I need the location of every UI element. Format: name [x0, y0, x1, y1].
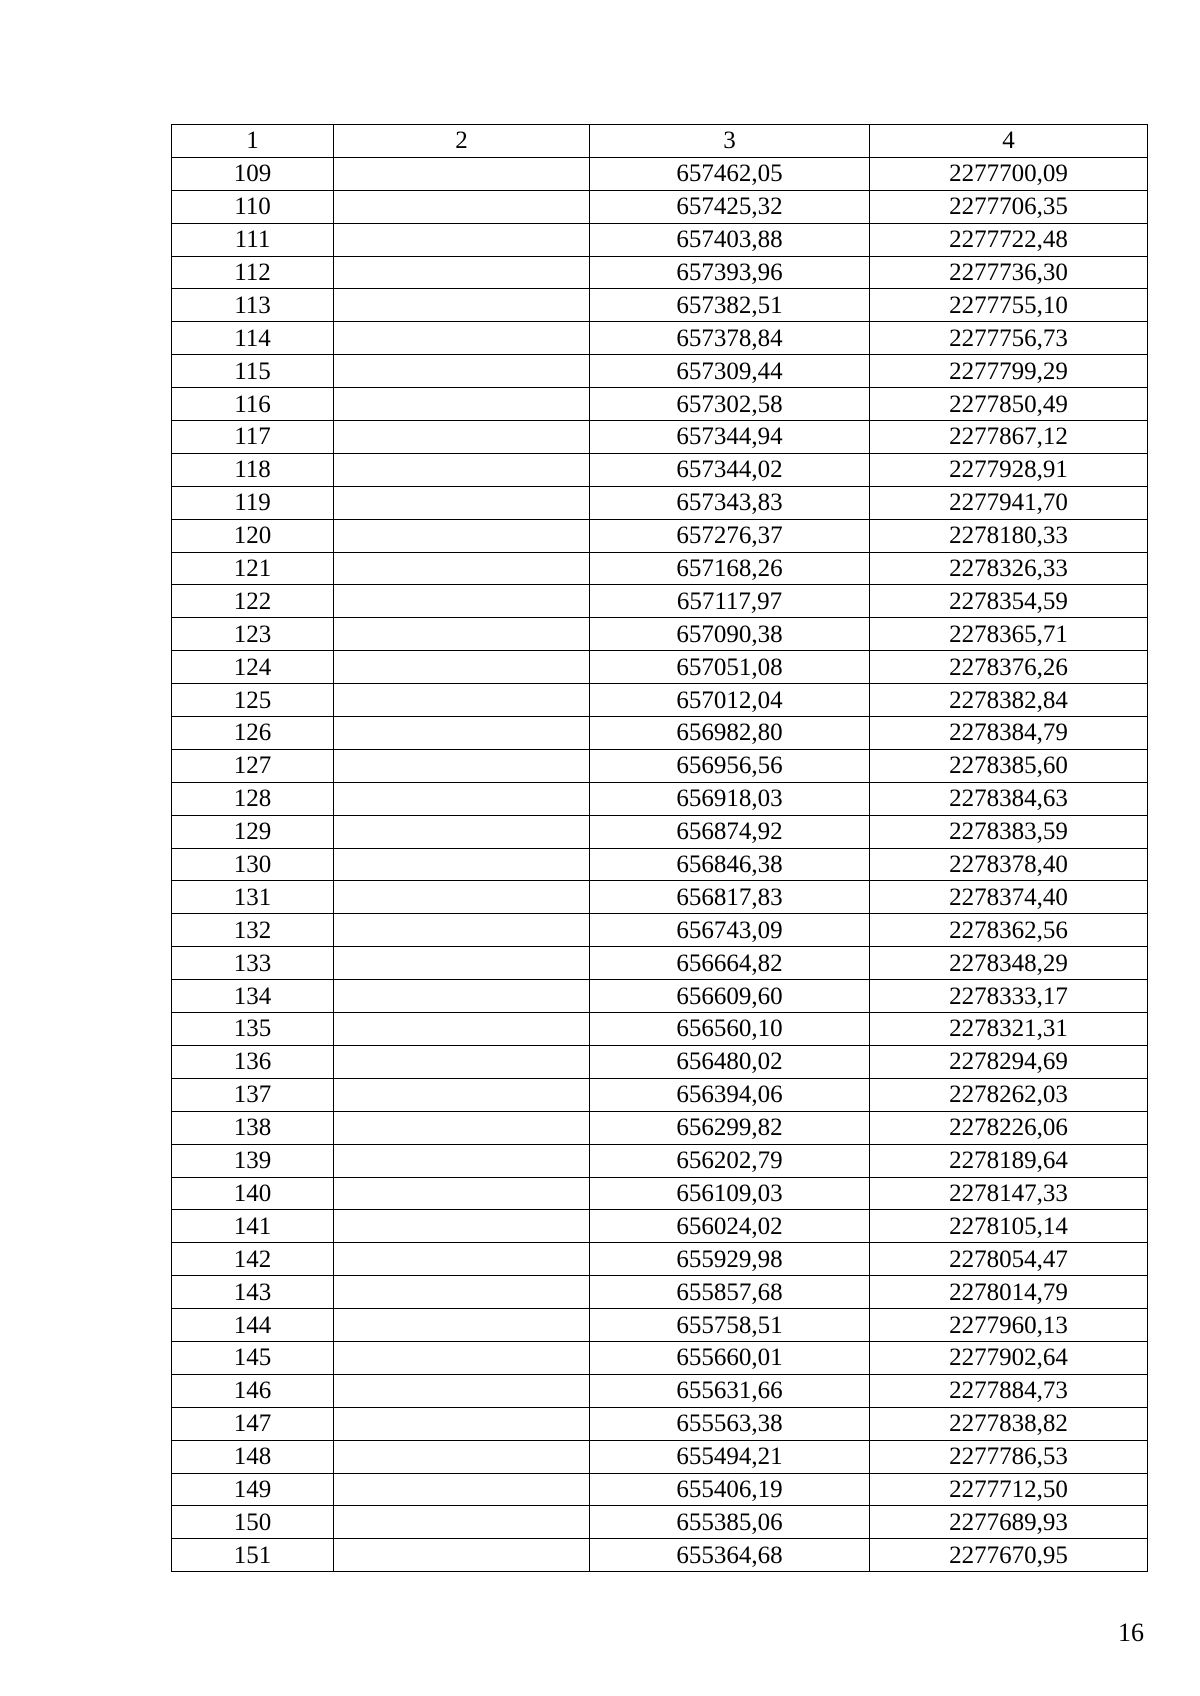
table-row: [172, 980, 1148, 1013]
point-number-cell: 121: [172, 552, 334, 585]
x-coordinate-cell: 657090,38: [590, 618, 870, 651]
table-row: [172, 1177, 1148, 1210]
table-row: [172, 552, 1148, 585]
table-row: [172, 223, 1148, 256]
point-number-cell: 151: [172, 1539, 334, 1572]
point-number-cell: 111: [172, 223, 334, 256]
table-row: [172, 453, 1148, 486]
point-number-cell: 133: [172, 947, 334, 980]
x-coordinate-cell: 657378,84: [590, 322, 870, 355]
point-number-cell: 135: [172, 1013, 334, 1046]
empty-cell: [334, 421, 590, 454]
y-coordinate-cell: 2278385,60: [870, 749, 1148, 782]
y-coordinate-cell: 2277712,50: [870, 1473, 1148, 1506]
empty-cell: [334, 881, 590, 914]
x-coordinate-cell: 656817,83: [590, 881, 870, 914]
point-number-cell: 117: [172, 421, 334, 454]
point-number-cell: 113: [172, 289, 334, 322]
point-number-cell: 137: [172, 1078, 334, 1111]
x-coordinate-cell: 655660,01: [590, 1341, 870, 1374]
y-coordinate-cell: 2277902,64: [870, 1341, 1148, 1374]
point-number-cell: 126: [172, 717, 334, 750]
table-row: [172, 1210, 1148, 1243]
table-row: [172, 1078, 1148, 1111]
table-row: [172, 815, 1148, 848]
x-coordinate-cell: 656024,02: [590, 1210, 870, 1243]
x-coordinate-cell: 657343,83: [590, 486, 870, 519]
x-coordinate-cell: 656609,60: [590, 980, 870, 1013]
y-coordinate-cell: 2278054,47: [870, 1243, 1148, 1276]
table-row: [172, 190, 1148, 223]
y-coordinate-cell: 2278384,79: [870, 717, 1148, 750]
empty-cell: [334, 717, 590, 750]
point-number-cell: 143: [172, 1276, 334, 1309]
table-row: [172, 1144, 1148, 1177]
table-row: [172, 1506, 1148, 1539]
y-coordinate-cell: 2278105,14: [870, 1210, 1148, 1243]
point-number-cell: 139: [172, 1144, 334, 1177]
header-cell-col-3: 3: [590, 125, 870, 158]
y-coordinate-cell: 2278189,64: [870, 1144, 1148, 1177]
y-coordinate-cell: 2278014,79: [870, 1276, 1148, 1309]
table-row: [172, 256, 1148, 289]
point-number-cell: 134: [172, 980, 334, 1013]
x-coordinate-cell: 657403,88: [590, 223, 870, 256]
point-number-cell: 110: [172, 190, 334, 223]
point-number-cell: 132: [172, 914, 334, 947]
table-row: [172, 1374, 1148, 1407]
table-row: [172, 782, 1148, 815]
y-coordinate-cell: 2278384,63: [870, 782, 1148, 815]
empty-cell: [334, 289, 590, 322]
table-row: [172, 881, 1148, 914]
empty-cell: [334, 980, 590, 1013]
y-coordinate-cell: 2277706,35: [870, 190, 1148, 223]
empty-cell: [334, 1341, 590, 1374]
point-number-cell: 116: [172, 388, 334, 421]
x-coordinate-cell: 656202,79: [590, 1144, 870, 1177]
empty-cell: [334, 1045, 590, 1078]
x-coordinate-cell: 657012,04: [590, 684, 870, 717]
y-coordinate-cell: 2278383,59: [870, 815, 1148, 848]
table-row: [172, 322, 1148, 355]
header-cell-col-2: 2: [334, 125, 590, 158]
empty-cell: [334, 1506, 590, 1539]
x-coordinate-cell: 656394,06: [590, 1078, 870, 1111]
y-coordinate-cell: 2277670,95: [870, 1539, 1148, 1572]
x-coordinate-cell: 655929,98: [590, 1243, 870, 1276]
table-row: [172, 1309, 1148, 1342]
point-number-cell: 109: [172, 157, 334, 190]
x-coordinate-cell: 656956,56: [590, 749, 870, 782]
x-coordinate-cell: 657344,94: [590, 421, 870, 454]
x-coordinate-cell: 656109,03: [590, 1177, 870, 1210]
x-coordinate-cell: 655563,38: [590, 1407, 870, 1440]
y-coordinate-cell: 2277884,73: [870, 1374, 1148, 1407]
x-coordinate-cell: 656846,38: [590, 848, 870, 881]
empty-cell: [334, 947, 590, 980]
empty-cell: [334, 223, 590, 256]
point-number-cell: 142: [172, 1243, 334, 1276]
table-header: [172, 125, 1148, 158]
point-number-cell: 114: [172, 322, 334, 355]
empty-cell: [334, 1374, 590, 1407]
header-row: [172, 125, 1148, 158]
x-coordinate-cell: 657302,58: [590, 388, 870, 421]
empty-cell: [334, 486, 590, 519]
point-number-cell: 147: [172, 1407, 334, 1440]
y-coordinate-cell: 2277941,70: [870, 486, 1148, 519]
point-number-cell: 127: [172, 749, 334, 782]
point-number-cell: 122: [172, 585, 334, 618]
table-row: [172, 421, 1148, 454]
y-coordinate-cell: 2278378,40: [870, 848, 1148, 881]
table-row: [172, 388, 1148, 421]
empty-cell: [334, 782, 590, 815]
empty-cell: [334, 1210, 590, 1243]
table-row: [172, 651, 1148, 684]
table-row: [172, 1473, 1148, 1506]
point-number-cell: 115: [172, 355, 334, 388]
empty-cell: [334, 1078, 590, 1111]
point-number-cell: 131: [172, 881, 334, 914]
empty-cell: [334, 1473, 590, 1506]
table-row: [172, 618, 1148, 651]
empty-cell: [334, 157, 590, 190]
table-row: [172, 355, 1148, 388]
x-coordinate-cell: 656560,10: [590, 1013, 870, 1046]
table-row: [172, 1276, 1148, 1309]
point-number-cell: 129: [172, 815, 334, 848]
empty-cell: [334, 355, 590, 388]
point-number-cell: 145: [172, 1341, 334, 1374]
x-coordinate-cell: 656480,02: [590, 1045, 870, 1078]
x-coordinate-cell: 657309,44: [590, 355, 870, 388]
y-coordinate-cell: 2277722,48: [870, 223, 1148, 256]
table-row: [172, 717, 1148, 750]
empty-cell: [334, 1407, 590, 1440]
point-number-cell: 150: [172, 1506, 334, 1539]
x-coordinate-cell: 657276,37: [590, 519, 870, 552]
empty-cell: [334, 1440, 590, 1473]
point-number-cell: 138: [172, 1111, 334, 1144]
point-number-cell: 148: [172, 1440, 334, 1473]
x-coordinate-cell: 657462,05: [590, 157, 870, 190]
empty-cell: [334, 552, 590, 585]
point-number-cell: 123: [172, 618, 334, 651]
table-row: [172, 1407, 1148, 1440]
y-coordinate-cell: 2277756,73: [870, 322, 1148, 355]
table-row: [172, 157, 1148, 190]
x-coordinate-cell: 657051,08: [590, 651, 870, 684]
y-coordinate-cell: 2278362,56: [870, 914, 1148, 947]
empty-cell: [334, 1177, 590, 1210]
x-coordinate-cell: 655364,68: [590, 1539, 870, 1572]
x-coordinate-cell: 657168,26: [590, 552, 870, 585]
x-coordinate-cell: 656918,03: [590, 782, 870, 815]
empty-cell: [334, 1111, 590, 1144]
y-coordinate-cell: 2277786,53: [870, 1440, 1148, 1473]
x-coordinate-cell: 657344,02: [590, 453, 870, 486]
y-coordinate-cell: 2278382,84: [870, 684, 1148, 717]
x-coordinate-cell: 655758,51: [590, 1309, 870, 1342]
empty-cell: [334, 618, 590, 651]
table-row: [172, 585, 1148, 618]
empty-cell: [334, 815, 590, 848]
point-number-cell: 118: [172, 453, 334, 486]
table-row: [172, 1045, 1148, 1078]
x-coordinate-cell: 656743,09: [590, 914, 870, 947]
y-coordinate-cell: 2277755,10: [870, 289, 1148, 322]
x-coordinate-cell: 657117,97: [590, 585, 870, 618]
y-coordinate-cell: 2278262,03: [870, 1078, 1148, 1111]
empty-cell: [334, 1539, 590, 1572]
empty-cell: [334, 749, 590, 782]
y-coordinate-cell: 2277799,29: [870, 355, 1148, 388]
header-cell-col-4: 4: [870, 125, 1148, 158]
table-row: [172, 947, 1148, 980]
table-row: [172, 848, 1148, 881]
empty-cell: [334, 914, 590, 947]
point-number-cell: 144: [172, 1309, 334, 1342]
y-coordinate-cell: 2278354,59: [870, 585, 1148, 618]
point-number-cell: 120: [172, 519, 334, 552]
table-row: [172, 519, 1148, 552]
point-number-cell: 149: [172, 1473, 334, 1506]
table-row: [172, 1539, 1148, 1572]
x-coordinate-cell: 655494,21: [590, 1440, 870, 1473]
y-coordinate-cell: 2278226,06: [870, 1111, 1148, 1144]
x-coordinate-cell: 655631,66: [590, 1374, 870, 1407]
y-coordinate-cell: 2277928,91: [870, 453, 1148, 486]
y-coordinate-cell: 2277689,93: [870, 1506, 1148, 1539]
y-coordinate-cell: 2278180,33: [870, 519, 1148, 552]
table-row: [172, 1341, 1148, 1374]
y-coordinate-cell: 2277960,13: [870, 1309, 1148, 1342]
empty-cell: [334, 1013, 590, 1046]
empty-cell: [334, 190, 590, 223]
y-coordinate-cell: 2278294,69: [870, 1045, 1148, 1078]
point-number-cell: 140: [172, 1177, 334, 1210]
point-number-cell: 141: [172, 1210, 334, 1243]
table-row: [172, 914, 1148, 947]
y-coordinate-cell: 2278365,71: [870, 618, 1148, 651]
table-row: [172, 1111, 1148, 1144]
empty-cell: [334, 1276, 590, 1309]
coordinates-table: [171, 124, 1148, 1572]
y-coordinate-cell: 2278348,29: [870, 947, 1148, 980]
x-coordinate-cell: 657382,51: [590, 289, 870, 322]
point-number-cell: 119: [172, 486, 334, 519]
y-coordinate-cell: 2277700,09: [870, 157, 1148, 190]
empty-cell: [334, 848, 590, 881]
table-row: [172, 486, 1148, 519]
point-number-cell: 112: [172, 256, 334, 289]
table-row: [172, 1440, 1148, 1473]
header-cell-col-1: 1: [172, 125, 334, 158]
x-coordinate-cell: 656299,82: [590, 1111, 870, 1144]
table-row: [172, 289, 1148, 322]
page-number: 16: [1118, 1618, 1144, 1647]
empty-cell: [334, 322, 590, 355]
y-coordinate-cell: 2278326,33: [870, 552, 1148, 585]
point-number-cell: 130: [172, 848, 334, 881]
table-row: [172, 684, 1148, 717]
point-number-cell: 124: [172, 651, 334, 684]
empty-cell: [334, 519, 590, 552]
empty-cell: [334, 256, 590, 289]
point-number-cell: 125: [172, 684, 334, 717]
x-coordinate-cell: 655385,06: [590, 1506, 870, 1539]
y-coordinate-cell: 2277850,49: [870, 388, 1148, 421]
y-coordinate-cell: 2278376,26: [870, 651, 1148, 684]
y-coordinate-cell: 2278321,31: [870, 1013, 1148, 1046]
x-coordinate-cell: 655406,19: [590, 1473, 870, 1506]
x-coordinate-cell: 656874,92: [590, 815, 870, 848]
x-coordinate-cell: 655857,68: [590, 1276, 870, 1309]
y-coordinate-cell: 2278374,40: [870, 881, 1148, 914]
empty-cell: [334, 684, 590, 717]
x-coordinate-cell: 657393,96: [590, 256, 870, 289]
x-coordinate-cell: 657425,32: [590, 190, 870, 223]
empty-cell: [334, 388, 590, 421]
table-row: [172, 1013, 1148, 1046]
point-number-cell: 128: [172, 782, 334, 815]
y-coordinate-cell: 2277838,82: [870, 1407, 1148, 1440]
empty-cell: [334, 585, 590, 618]
point-number-cell: 146: [172, 1374, 334, 1407]
table-body: [172, 157, 1148, 1571]
y-coordinate-cell: 2278333,17: [870, 980, 1148, 1013]
table-row: [172, 1243, 1148, 1276]
x-coordinate-cell: 656664,82: [590, 947, 870, 980]
table-row: [172, 749, 1148, 782]
empty-cell: [334, 1144, 590, 1177]
empty-cell: [334, 651, 590, 684]
point-number-cell: 136: [172, 1045, 334, 1078]
empty-cell: [334, 453, 590, 486]
y-coordinate-cell: 2277736,30: [870, 256, 1148, 289]
y-coordinate-cell: 2277867,12: [870, 421, 1148, 454]
empty-cell: [334, 1243, 590, 1276]
x-coordinate-cell: 656982,80: [590, 717, 870, 750]
empty-cell: [334, 1309, 590, 1342]
y-coordinate-cell: 2278147,33: [870, 1177, 1148, 1210]
